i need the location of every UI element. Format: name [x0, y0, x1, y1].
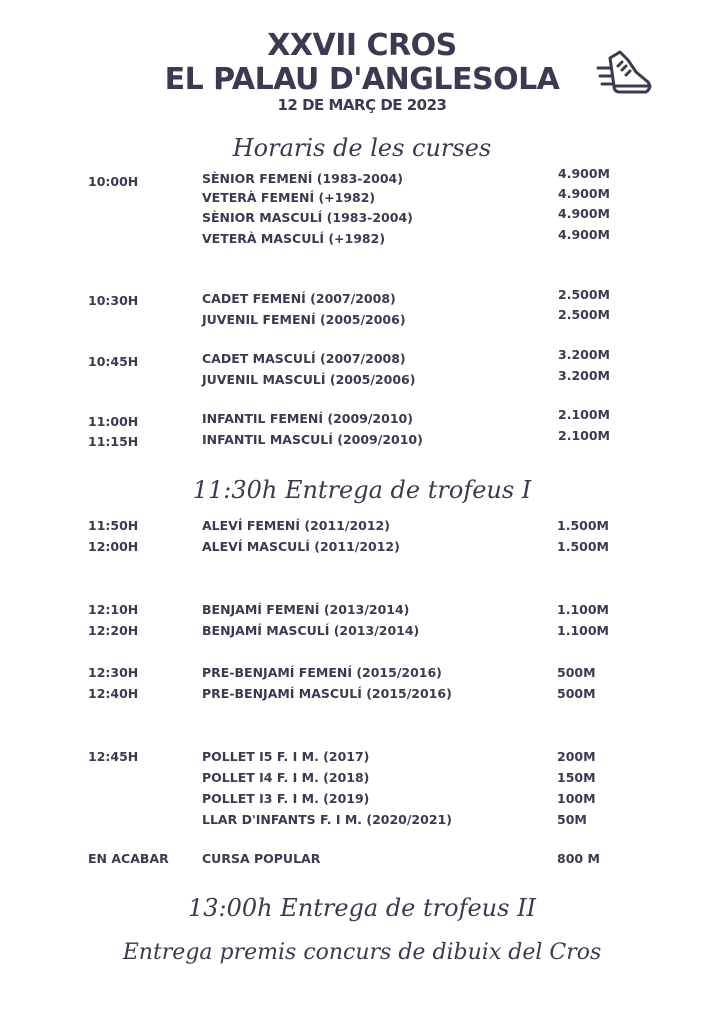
time-label: 11:00H	[88, 414, 139, 429]
race-distance: 3.200M	[558, 347, 610, 362]
race-distance: 2.500M	[558, 307, 610, 322]
drawing-prizes-heading: Entrega premis concurs de dibuix del Cros	[122, 940, 602, 965]
race-distance: 100M	[557, 791, 596, 806]
time-label: 10:30H	[88, 293, 139, 308]
race-name: ALEVÍ MASCULÍ (2011/2012)	[202, 539, 400, 554]
race-name: CADET MASCULÍ (2007/2008)	[202, 351, 406, 366]
time-label: 12:20H	[88, 623, 139, 638]
race-name: INFANTIL MASCULÍ (2009/2010)	[202, 432, 423, 447]
time-label: 10:00H	[88, 174, 139, 189]
poster-title-line-1: XXVII CROS	[267, 28, 457, 63]
time-label: 11:15H	[88, 434, 139, 449]
race-name: BENJAMÍ MASCULÍ (2013/2014)	[202, 623, 420, 638]
race-distance: 500M	[557, 686, 596, 701]
race-name: JUVENIL MASCULÍ (2005/2006)	[202, 372, 416, 387]
race-distance: 4.900M	[558, 206, 610, 221]
race-name: VETERÀ MASCULÍ (+1982)	[202, 231, 386, 246]
race-name: SÈNIOR MASCULÍ (1983-2004)	[202, 210, 413, 225]
race-name: JUVENIL FEMENÍ (2005/2006)	[202, 312, 406, 327]
time-label: 12:30H	[88, 665, 139, 680]
race-name: POLLET I4 F. I M. (2018)	[202, 770, 370, 785]
race-distance: 1.500M	[557, 518, 609, 533]
race-name: CADET FEMENÍ (2007/2008)	[202, 291, 396, 306]
race-distance: 4.900M	[558, 166, 610, 181]
schedule-heading: Horaris de les curses	[232, 134, 492, 162]
race-distance: 1.500M	[557, 539, 609, 554]
race-name: POLLET I5 F. I M. (2017)	[202, 749, 370, 764]
time-label: 12:45H	[88, 749, 139, 764]
race-distance: 3.200M	[558, 368, 610, 383]
race-name: CURSA POPULAR	[202, 851, 321, 866]
race-distance: 4.900M	[558, 227, 610, 242]
time-label: 12:00H	[88, 539, 139, 554]
time-label: 12:10H	[88, 602, 139, 617]
race-name: BENJAMÍ FEMENÍ (2013/2014)	[202, 602, 410, 617]
race-name: INFANTIL FEMENÍ (2009/2010)	[202, 411, 413, 426]
race-name: PRE-BENJAMÍ FEMENÍ (2015/2016)	[202, 665, 442, 680]
race-distance: 50M	[557, 812, 587, 827]
race-distance: 2.100M	[558, 407, 610, 422]
race-distance: 800 M	[557, 851, 600, 866]
race-distance: 1.100M	[557, 623, 609, 638]
poster-date: 12 DE MARÇ DE 2023	[277, 96, 447, 114]
time-label: 11:50H	[88, 518, 139, 533]
time-label: EN ACABAR	[88, 851, 169, 866]
race-distance: 2.500M	[558, 287, 610, 302]
race-name: SÈNIOR FEMENÍ (1983-2004)	[202, 171, 403, 186]
race-name: ALEVÍ FEMENÍ (2011/2012)	[202, 518, 390, 533]
race-distance: 1.100M	[557, 602, 609, 617]
race-name: PRE-BENJAMÍ MASCULÍ (2015/2016)	[202, 686, 452, 701]
race-distance: 500M	[557, 665, 596, 680]
race-name: POLLET I3 F. I M. (2019)	[202, 791, 370, 806]
race-distance: 150M	[557, 770, 596, 785]
race-distance: 200M	[557, 749, 596, 764]
poster-title-line-2: EL PALAU D'ANGLESOLA	[164, 62, 560, 97]
awards-heading-2: 13:00h Entrega de trofeus II	[187, 894, 537, 922]
race-distance: 2.100M	[558, 428, 610, 443]
race-name: VETERÀ FEMENÍ (+1982)	[202, 190, 376, 205]
race-distance: 4.900M	[558, 186, 610, 201]
awards-heading-1: 11:30h Entrega de trofeus I	[192, 476, 532, 504]
running-shoe-icon	[596, 46, 654, 100]
race-name: LLAR D'INFANTS F. I M. (2020/2021)	[202, 812, 452, 827]
time-label: 12:40H	[88, 686, 139, 701]
time-label: 10:45H	[88, 354, 139, 369]
